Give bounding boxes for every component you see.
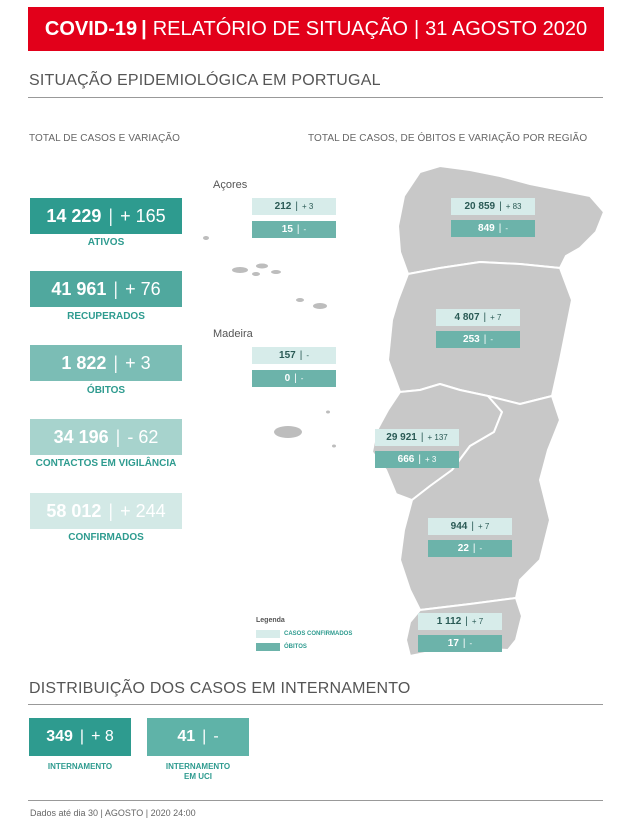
stat-change: + 76 <box>125 278 161 299</box>
region-deaths-change: - <box>479 544 483 553</box>
stat-label-surveillance: CONTACTOS EM VIGILÂNCIA <box>35 458 177 469</box>
region-cases-change: + 137 <box>427 433 448 442</box>
stat-label-icu-line1: INTERNAMENTO <box>165 762 231 771</box>
region-separator: | <box>420 432 424 443</box>
subtitle-totals: TOTAL DE CASOS E VARIAÇÃO <box>29 133 181 144</box>
stat-value: 41 961 <box>51 278 107 299</box>
legend-title: Legenda <box>256 617 285 624</box>
map-madeira-islands <box>274 411 336 448</box>
region-cases-value: 29 921 <box>386 432 417 443</box>
legend-swatch-deaths <box>256 643 280 651</box>
region-cases-change: - <box>306 351 309 360</box>
header-title: RELATÓRIO DE SITUAÇÃO <box>152 17 408 40</box>
stat-value: 349 <box>46 728 73 745</box>
region-deaths-value: 849 <box>478 223 495 234</box>
region-cases-norte <box>451 198 535 215</box>
region-cases-alentejo <box>428 518 512 535</box>
region-cases-change: + 7 <box>477 522 490 531</box>
subtitle-regions: TOTAL DE CASOS, DE ÓBITOS E VARIAÇÃO POR REGIÃO <box>308 133 588 144</box>
region-deaths-value: 253 <box>463 334 480 345</box>
region-cases-value: 20 859 <box>464 201 496 212</box>
region-cases-change: + 3 <box>301 202 314 211</box>
region-deaths-value: 666 <box>397 454 415 465</box>
region-separator: | <box>296 224 300 235</box>
stat-box-hospitalized <box>29 718 131 756</box>
stat-separator: | <box>108 205 114 226</box>
stat-change: + 3 <box>125 352 151 373</box>
stat-box-surveillance <box>30 419 182 455</box>
region-cases-madeira <box>252 347 336 364</box>
region-deaths-value: 0 <box>284 373 291 384</box>
region-deaths-change: - <box>505 224 508 233</box>
region-separator: | <box>472 543 476 554</box>
stat-box-confirmed <box>30 493 182 529</box>
region-separator: | <box>499 201 502 212</box>
legend-swatch-cases <box>256 630 280 638</box>
footer-note: Dados até dia 30 | AGOSTO | 2020 24:00 <box>30 808 196 818</box>
map-acores-islands <box>203 236 327 309</box>
region-deaths-centro <box>436 331 520 348</box>
region-separator: | <box>465 616 468 627</box>
region-cases-lvt <box>375 429 459 446</box>
region-cases-change: + 7 <box>490 313 502 322</box>
legend-label-cases: CASOS CONFIRMADOS <box>284 631 353 637</box>
region-deaths-value: 15 <box>281 224 293 235</box>
region-deaths-lvt <box>375 451 459 468</box>
region-deaths-norte <box>451 220 535 237</box>
header-bold-title: COVID-19 <box>44 17 138 40</box>
region-label-madeira: Madeira <box>213 328 253 340</box>
legend-label-deaths: ÓBITOS <box>284 644 307 650</box>
header-separator: | <box>141 17 147 40</box>
region-cases-value: 212 <box>274 201 292 212</box>
region-cases-change: + 7 <box>471 617 484 626</box>
region-cases-value: 1 112 <box>436 616 462 627</box>
region-cases-algarve <box>418 613 502 630</box>
region-cases-acores <box>252 198 336 215</box>
stat-change: + 244 <box>120 500 166 521</box>
stat-box-deaths <box>30 345 182 381</box>
stat-separator: | <box>113 278 119 299</box>
stat-value: 41 <box>177 728 196 745</box>
region-deaths-value: 17 <box>447 638 459 649</box>
header-separator: | <box>413 17 420 40</box>
region-deaths-change: - <box>303 225 307 234</box>
region-deaths-change: - <box>490 335 493 344</box>
region-cases-change: + 83 <box>505 202 522 211</box>
stat-label-confirmed: CONFIRMADOS <box>68 532 144 543</box>
region-deaths-madeira <box>252 370 336 387</box>
region-separator: | <box>418 454 421 465</box>
region-cases-value: 4 807 <box>454 312 480 323</box>
region-separator: | <box>471 521 474 532</box>
header-date: 31 AGOSTO 2020 <box>425 17 588 40</box>
stat-box-recovered <box>30 271 182 307</box>
region-cases-value: 944 <box>450 521 468 532</box>
stat-change: + 8 <box>91 728 114 745</box>
region-deaths-change: - <box>469 639 473 648</box>
section-title-hospitalization: DISTRIBUIÇÃO DOS CASOS EM INTERNAMENTO <box>29 680 411 697</box>
region-cases-centro <box>436 309 520 326</box>
region-deaths-change: - <box>300 374 304 383</box>
stat-box-active <box>30 198 182 234</box>
region-separator: | <box>498 223 502 234</box>
stat-separator: | <box>202 728 207 745</box>
stat-separator: | <box>115 426 121 447</box>
stat-label-icu <box>138 762 258 782</box>
region-label-acores: Açores <box>213 179 248 191</box>
stat-separator: | <box>113 352 119 373</box>
section-divider <box>28 97 603 98</box>
region-separator: | <box>295 201 298 212</box>
stat-value: 14 229 <box>46 205 102 226</box>
stat-label-recovered: RECUPERADOS <box>67 311 145 322</box>
region-cases-value: 157 <box>279 350 296 361</box>
stat-change: + 165 <box>120 205 166 226</box>
section-title-epidemiological: SITUAÇÃO EPIDEMIOLÓGICA EM PORTUGAL <box>29 72 381 89</box>
stat-label-hospitalized: INTERNAMENTO <box>47 762 113 771</box>
region-separator: | <box>483 334 487 345</box>
stat-label-deaths: ÓBITOS <box>86 385 126 396</box>
region-deaths-change: + 3 <box>424 455 437 464</box>
stat-value: 58 012 <box>46 500 102 521</box>
report-header <box>28 7 604 51</box>
stat-label-active: ATIVOS <box>87 237 125 248</box>
stat-box-icu <box>147 718 249 756</box>
stat-separator: | <box>108 500 114 521</box>
region-deaths-algarve <box>418 635 502 652</box>
stat-separator: | <box>79 728 85 745</box>
region-separator: | <box>294 373 297 384</box>
stat-value: 34 196 <box>53 426 109 447</box>
region-separator: | <box>299 350 303 361</box>
region-deaths-acores <box>252 221 336 238</box>
region-deaths-alentejo <box>428 540 512 557</box>
stat-value: 1 822 <box>61 352 107 373</box>
stat-change: - 62 <box>127 426 159 447</box>
stat-change: - <box>213 728 219 745</box>
region-separator: | <box>462 638 466 649</box>
footer-divider <box>28 800 603 801</box>
section-divider <box>28 704 603 705</box>
region-separator: | <box>483 312 487 323</box>
stat-label-icu-line2: EM UCI <box>184 772 212 781</box>
region-deaths-value: 22 <box>457 543 469 554</box>
